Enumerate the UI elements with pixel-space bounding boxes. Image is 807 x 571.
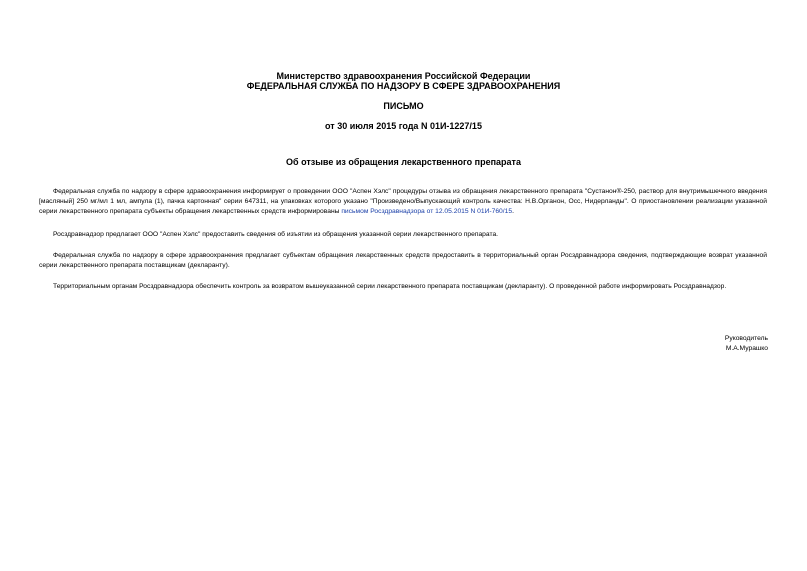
service-name: ФЕДЕРАЛЬНАЯ СЛУЖБА ПО НАДЗОРУ В СФЕРЕ ЗДРАВООХРАНЕНИЯ xyxy=(246,81,561,91)
paragraph-2: Росздравнадзор предлагает ООО "Аспен Хэлс" предоставить сведения об изъятии из обращения указанной серии лекарственного препарата. xyxy=(53,231,499,238)
signature-title: Руководитель xyxy=(724,335,768,342)
paragraph-1-text: Федеральная служба по надзору в сфере здравоохранения информирует о проведении ООО "Аспен Хэлс" процедуры отзыва из обращения лекарственного препарата "Сустанон®-250, раствор для внутримышечного введения [масляный] 250 мг/мл 1 мл, ампула (1), пачка картонная" серии 647311, на упаковках которого указано "Произведено/Выпускающий контроль качества: Н.В.Органон, Осс, Нидерланды". О приостановлении реализации указанной серии лекарственного препарата субъекты обращения лекарственных средств информированы xyxy=(39,188,767,215)
document-date-number: от 30 июля 2015 года N 01И-1227/15 xyxy=(325,121,482,131)
signature-name: М.А.Мурашко xyxy=(725,345,768,352)
paragraph-1 xyxy=(39,187,767,217)
paragraph-4: Территориальным органам Росздравнадзора обеспечить контроль за возвратом вышеуказанной серии лекарственного препарата поставщикам (декларанту). О проведенной работе информировать Росздравнадзор. xyxy=(53,283,727,290)
ministry-name: Министерство здравоохранения Российской Федерации xyxy=(276,71,531,81)
document-type: ПИСЬМО xyxy=(383,101,424,111)
document-subject: Об отзыве из обращения лекарственного препарата xyxy=(286,157,521,167)
paragraph-1-end: . xyxy=(512,208,514,215)
paragraph-3: Федеральная служба по надзору в сфере здравоохранения предлагает субъектам обращения лекарственных средств предоставить в территориальный орган Росздравнадзора сведения, подтверждающие возврат указанной серии лекарственного препарата поставщикам (декларанту). xyxy=(39,252,767,269)
reference-link[interactable]: письмом Росздравнадзора от 12.05.2015 N 01И-760/15 xyxy=(341,208,513,215)
